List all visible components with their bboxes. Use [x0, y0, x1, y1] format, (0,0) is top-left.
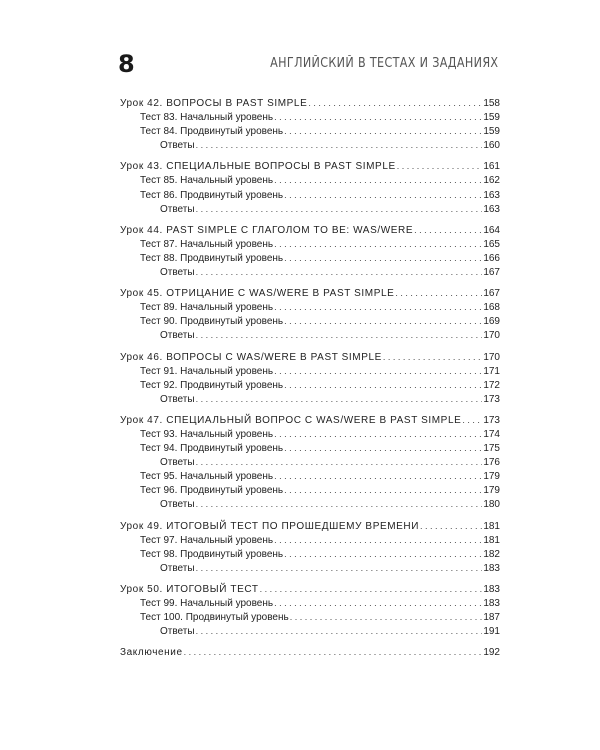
dot-leader	[420, 519, 482, 533]
dot-leader	[284, 251, 482, 265]
toc-page-number: 180	[483, 499, 500, 511]
dot-leader	[274, 596, 482, 610]
toc-page-number: 161	[483, 161, 500, 173]
toc-lesson-block	[120, 350, 500, 406]
toc-test-entry[interactable]	[120, 237, 500, 251]
page-number: 8	[118, 50, 135, 78]
toc-lesson-block	[120, 519, 500, 575]
toc-entry-label: Урок 50. ИТОГОВЫЙ ТЕСТ	[120, 583, 259, 595]
toc-entry-label: Тест 83. Начальный уровень	[140, 112, 274, 124]
toc-entry-label: Тест 88. Продвинутый уровень	[140, 252, 284, 264]
toc-page-number: 176	[483, 457, 500, 469]
toc-page-number: 167	[483, 267, 500, 279]
toc-page-number: 159	[483, 126, 500, 138]
toc-lesson-entry[interactable]	[120, 159, 500, 173]
dot-leader	[274, 110, 482, 124]
toc-entry-label: Тест 87. Начальный уровень	[140, 238, 274, 250]
dot-leader	[462, 413, 482, 427]
toc-page-number: 163	[483, 203, 500, 215]
toc-page-number: 173	[483, 393, 500, 405]
toc-page-number: 158	[483, 98, 500, 109]
toc-test-entry[interactable]	[120, 300, 500, 314]
toc-entry-label: Тест 85. Начальный уровень	[140, 175, 274, 187]
toc-page-number: 170	[483, 330, 500, 342]
toc-test-entry[interactable]	[120, 173, 500, 187]
toc-entry-label: Урок 44. PAST SIMPLE С ГЛАГОЛОМ TO BE: WAS/WERE	[120, 224, 414, 236]
running-title: АНГЛИЙСКИЙ В ТЕСТАХ И ЗАДАНИЯХ	[269, 56, 498, 71]
toc-test-entry[interactable]	[120, 427, 500, 441]
toc-lesson-entry[interactable]	[120, 582, 500, 596]
toc-page-number: 167	[483, 288, 500, 300]
toc-entry-label: Урок 43. СПЕЦИАЛЬНЫЕ ВОПРОСЫ В PAST SIMPLE	[120, 161, 396, 173]
dot-leader	[274, 533, 482, 547]
toc-lesson-block	[120, 413, 500, 512]
toc-test-entry[interactable]	[120, 441, 500, 455]
toc-lesson-entry[interactable]	[120, 96, 500, 110]
dot-leader	[284, 378, 482, 392]
toc-lesson-block	[120, 286, 500, 342]
toc-answers-entry[interactable]	[120, 497, 500, 511]
toc-lesson-entry[interactable]	[120, 413, 500, 427]
toc-entry-label: Урок 45. ОТРИЦАНИЕ С WAS/WERE В PAST SIMPLE	[120, 288, 395, 300]
toc-page-number: 181	[483, 534, 500, 546]
toc-entry-label: Урок 49. ИТОГОВЫЙ ТЕСТ ПО ПРОШЕДШЕМУ ВРЕМЕНИ	[120, 520, 420, 532]
dot-leader	[196, 202, 483, 216]
dot-leader	[395, 286, 482, 300]
toc-entry-label: Ответы	[160, 457, 195, 469]
toc-entry-label: Тест 94. Продвинутый уровень	[140, 443, 284, 455]
toc-test-entry[interactable]	[120, 378, 500, 392]
dot-leader	[260, 582, 483, 596]
toc-answers-entry[interactable]	[120, 328, 500, 342]
dot-leader	[290, 610, 483, 624]
dot-leader	[284, 547, 482, 561]
toc-page-number: 166	[483, 252, 500, 264]
toc-page-number: 169	[483, 316, 500, 328]
dot-leader	[196, 265, 483, 279]
toc-page-number: 183	[483, 598, 500, 609]
toc-entry-label: Тест 86. Продвинутый уровень	[140, 189, 284, 201]
toc-test-entry[interactable]	[120, 124, 500, 138]
toc-test-entry[interactable]	[120, 610, 500, 624]
toc-lesson-block	[120, 645, 500, 659]
toc-test-entry[interactable]	[120, 533, 500, 547]
toc-test-entry[interactable]	[120, 547, 500, 561]
toc-page-number: 182	[483, 548, 500, 560]
toc-page-number: 191	[483, 626, 500, 638]
toc-entry-label: Заключение	[120, 647, 183, 659]
toc-entry-label: Тест 95. Начальный уровень	[140, 471, 274, 483]
toc-page-number: 192	[483, 647, 500, 659]
toc-entry-label: Ответы	[160, 330, 195, 342]
dot-leader	[184, 645, 483, 659]
toc-test-entry[interactable]	[120, 110, 500, 124]
toc-test-entry[interactable]	[120, 483, 500, 497]
toc-page-number: 168	[483, 302, 500, 314]
toc-page-number: 171	[483, 365, 500, 377]
toc-page-number: 174	[483, 428, 500, 440]
dot-leader	[383, 350, 482, 364]
dot-leader	[196, 392, 483, 406]
dot-leader	[274, 173, 482, 187]
dot-leader	[196, 138, 483, 152]
toc-test-entry[interactable]	[120, 596, 500, 610]
toc-page-number: 181	[483, 520, 500, 532]
dot-leader	[196, 497, 483, 511]
toc-entry-label: Тест 90. Продвинутый уровень	[140, 316, 284, 328]
dot-leader	[196, 455, 483, 469]
dot-leader	[274, 237, 482, 251]
toc-page-number: 173	[483, 414, 500, 426]
toc-entry-label: Тест 98. Продвинутый уровень	[140, 548, 284, 560]
toc-page-number: 163	[483, 189, 500, 201]
toc-entry-label: Тест 96. Продвинутый уровень	[140, 485, 284, 497]
toc-page-number: 179	[483, 485, 500, 497]
toc-answers-entry[interactable]	[120, 624, 500, 638]
toc-entry-label: Ответы	[160, 393, 195, 405]
toc-entry-label: Тест 92. Продвинутый уровень	[140, 379, 284, 391]
toc-answers-entry[interactable]	[120, 202, 500, 216]
toc-lesson-block	[120, 159, 500, 215]
toc-page-number: 159	[483, 112, 500, 124]
toc-entry-label: Тест 89. Начальный уровень	[140, 302, 274, 314]
toc-entry-label: Урок 46. ВОПРОСЫ С WAS/WERE В PAST SIMPLE	[120, 351, 382, 363]
table-of-contents	[120, 96, 500, 666]
toc-page-number: 183	[483, 583, 500, 595]
toc-page-number: 187	[483, 612, 500, 624]
toc-lesson-entry[interactable]	[120, 223, 500, 237]
toc-entry-label: Тест 97. Начальный уровень	[140, 534, 274, 546]
toc-lesson-entry[interactable]	[120, 286, 500, 300]
dot-leader	[274, 427, 482, 441]
dot-leader	[308, 96, 482, 110]
toc-lesson-block	[120, 223, 500, 279]
dot-leader	[196, 561, 483, 575]
toc-entry-label: Урок 42. ВОПРОСЫ В PAST SIMPLE	[120, 98, 308, 109]
dot-leader	[284, 441, 482, 455]
dot-leader	[196, 328, 483, 342]
dot-leader	[397, 159, 483, 173]
toc-test-entry[interactable]	[120, 469, 500, 483]
dot-leader	[274, 469, 482, 483]
toc-entry-label: Ответы	[160, 562, 195, 574]
toc-page-number: 165	[483, 238, 500, 250]
toc-page-number: 160	[483, 140, 500, 152]
toc-lesson-entry[interactable]	[120, 645, 500, 659]
toc-entry-label: Ответы	[160, 626, 195, 638]
toc-answers-entry[interactable]	[120, 455, 500, 469]
toc-page-number: 179	[483, 471, 500, 483]
toc-entry-label: Урок 47. СПЕЦИАЛЬНЫЙ ВОПРОС С WAS/WERE В PAST SIMPLE	[120, 414, 462, 426]
toc-page-number: 172	[483, 379, 500, 391]
toc-answers-entry[interactable]	[120, 265, 500, 279]
toc-lesson-entry[interactable]	[120, 519, 500, 533]
dot-leader	[284, 314, 482, 328]
dot-leader	[284, 188, 482, 202]
toc-entry-label: Тест 91. Начальный уровень	[140, 365, 274, 377]
toc-page-number: 170	[483, 351, 500, 363]
toc-answers-entry[interactable]	[120, 138, 500, 152]
dot-leader	[274, 364, 482, 378]
toc-entry-label: Ответы	[160, 140, 195, 152]
toc-entry-label: Тест 99. Начальный уровень	[140, 598, 274, 609]
dot-leader	[414, 223, 482, 237]
toc-answers-entry[interactable]	[120, 392, 500, 406]
toc-test-entry[interactable]	[120, 251, 500, 265]
dot-leader	[284, 124, 482, 138]
dot-leader	[274, 300, 482, 314]
toc-page-number: 175	[483, 443, 500, 455]
toc-entry-label: Ответы	[160, 499, 195, 511]
toc-lesson-block	[120, 582, 500, 638]
toc-test-entry[interactable]	[120, 364, 500, 378]
toc-lesson-entry[interactable]	[120, 350, 500, 364]
dot-leader	[196, 624, 483, 638]
dot-leader	[284, 483, 482, 497]
toc-entry-label: Тест 93. Начальный уровень	[140, 428, 274, 440]
toc-entry-label: Ответы	[160, 267, 195, 279]
toc-page-number: 164	[483, 224, 500, 236]
toc-entry-label: Тест 100. Продвинутый уровень	[140, 612, 289, 624]
toc-answers-entry[interactable]	[120, 561, 500, 575]
toc-entry-label: Тест 84. Продвинутый уровень	[140, 126, 284, 138]
toc-page-number: 162	[483, 175, 500, 187]
toc-test-entry[interactable]	[120, 314, 500, 328]
toc-entry-label: Ответы	[160, 203, 195, 215]
toc-lesson-block	[120, 96, 500, 152]
toc-page-number: 183	[483, 562, 500, 574]
toc-test-entry[interactable]	[120, 188, 500, 202]
